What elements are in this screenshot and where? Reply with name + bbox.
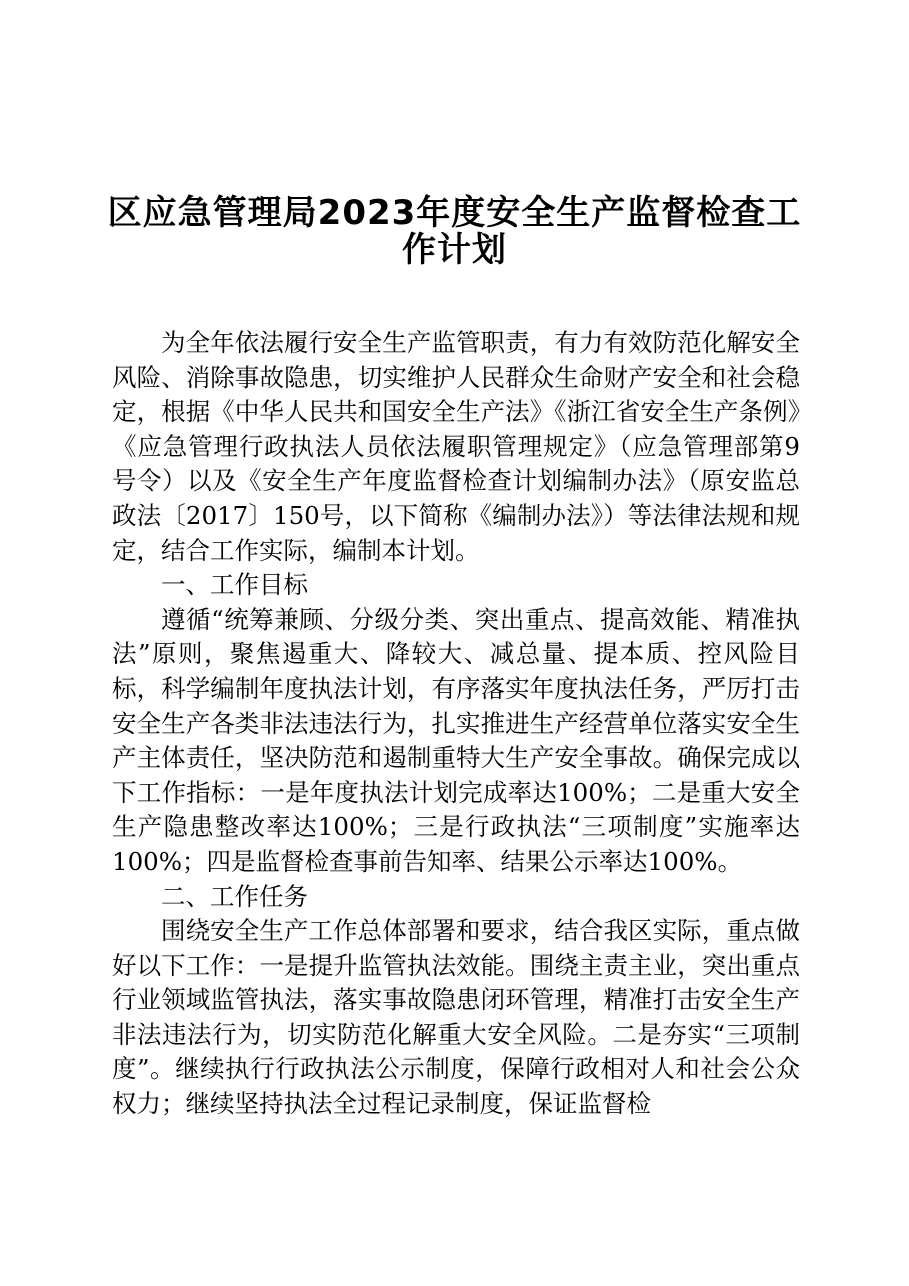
document-body — [112, 326, 800, 1122]
intro-paragraph: 为全年依法履行安全生产监管职责，有力有效防范化解安全风险、消除事故隐患，切实维护人民群众生命财产安全和社会稳定，根据《中华人民共和国安全生产法》《浙江省安全生产条例》《应急管理行政执法人员依法履职管理规定》（应急管理部第9号令）以及《安全生产年度监督检查计划编制办法》（原安监总政法〔2017〕150号，以下简称《编制办法》）等法律法规和规定，结合工作实际，编制本计划。 — [112, 328, 800, 565]
section-heading-goals: 一、工作目标 — [161, 570, 308, 600]
tasks-paragraph: 围绕安全生产工作总体部署和要求，结合我区实际，重点做好以下工作：一是提升监管执法效能。围绕主责主业，突出重点行业领域监管执法，落实事故隐患闭环管理，精准打击安全生产非法违法行为，切实防范化解重大安全风险。二是夯实“三项制度”。继续执行行政执法公示制度，保障行政相对人和社会公众权力；继续坚持执法全过程记录制度，保证监督检 — [112, 916, 800, 1119]
document-title-line1: 区应急管理局2023年度安全生产监督检查工 — [107, 193, 802, 233]
section-heading-tasks: 二、工作任务 — [161, 881, 308, 911]
goals-paragraph: 遵循“统筹兼顾、分级分类、突出重点、提高效能、精准执法”原则，聚焦遏重大、降较大、减总量、提本质、控风险目标，科学编制年度执法计划，有序落实年度执法任务，严厉打击安全生产各类非法违法行为，扎实推进生产经营单位落实安全生产主体责任，坚决防范和遏制重特大生产安全事故。确保完成以下工作指标：一是年度执法计划完成率达100%；二是重大安全生产隐患整改率达100%；三是行政执法“三项制度”实施率达100%；四是监督检查事前告知率、结果公示率达100%。 — [112, 604, 800, 876]
document-title-line2: 作计划 — [402, 230, 507, 270]
